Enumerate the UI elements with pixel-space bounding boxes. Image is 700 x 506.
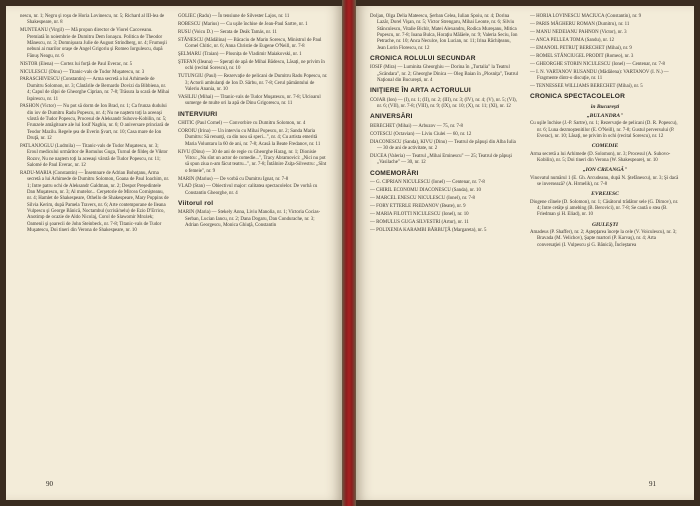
index-entry: RADU-MARIA (Constantin) — Însemnare de Adrian Bohoţanu, Arma secretă a lui Arhimede de Dumitru Solomon, Goana de Paul Ioachim, nr. 1; Intre patru ochi de Aleksandr Galdman, nr. 2; Despot Preşedintele Dan Muşatescu, nr. 3; Al mutelor... Cerşetorie de Mircea Cornişteanu, nr. 4; Hamlet de Shakespeare, Othello de Shakespeare, Mary Poppins de Silvia Kerim, după Pamela Travers, nr. 6; Arte contemporane de Ileana Vulpescu şi George Bănică, Noctambul (scrisă/nelu) de Ezio D'Errico, Anotimp de ocazie de Aldo Nicolaj, Corol de Slawomir Mrożek; Oamenii şi şoarecii de John Steinbeck, nr. 7-8; Titanic-vals de Tudor Muşatescu, Doi tineri din Verona de Shakespeare, nr. 10	[20, 171, 170, 234]
index-entry: Vinovatul numărul 1 (E. Gh. Arcudeanu, după N. Ştefănescu), nr. 3; Şi dacă se inversează? (A. Hrmelik), nr. 7-8	[530, 175, 679, 187]
index-entry: — FORY ETTERLE FREDANOV (Beate), nr. 9	[370, 203, 466, 209]
index-entry: GOLIEC (Radu) — În tensiune de Silvester Lajos, nr. 11	[178, 14, 290, 19]
theatre-heading: GIULEŞTI	[591, 221, 619, 228]
index-entry: — ROMEL STĂNCIUGEL PRODIT (Romeo), nr. 3	[530, 53, 634, 59]
left-column-2	[178, 14, 328, 231]
index-entry: ŞTEFAN (Ileana) — Sperați de apă de Mihai Bădescu, Lăsați, ne privim în ochi (recital Sorescu), nr. 10	[178, 60, 325, 72]
section-heading: COMEMORĂRI	[370, 169, 419, 177]
left-column-1	[20, 14, 170, 236]
index-entry: RUSU (Voicu D.) — Serata de Deák Tamás, nr. 11	[178, 29, 277, 35]
theatre-heading: COMEDIE	[591, 143, 619, 150]
section-heading: CRONICA SPECTACOLELOR	[530, 93, 626, 101]
index-entry: — MANU NEDEIANU PAHNON (Victor), nr. 3	[530, 29, 627, 35]
index-entry: — CHIRIL ECONOMU DIACONESCU (Sanda), nr. 10	[370, 187, 481, 193]
index-entry: — MARIA FILOTTI NICULESCU (Ionel), nr. 10	[370, 211, 469, 217]
left-page	[6, 6, 342, 500]
index-entry: TUTUNGIU (Paul) — Rezervaţie de pelicani de Dumitru Radu Popescu, nr. 3; Actorii ambulanţi de Ion D. Sârbu, nr. 7-8; Cerul pământului de Valeriu Anania, nr. 10	[178, 74, 328, 92]
index-entry: MARIN (Marius) — De vorbă cu Dumitru Ignat, nr. 7-8	[178, 176, 289, 182]
index-entry: CHITIC (Paul Cornel) — Convorbire cu Dumitru Solomon, nr. 4	[178, 120, 306, 126]
index-entry: VLAD (Stan) — Obiectivul major: calitatea spectacolelor. De vorbă cu Constantin Gheorghe, nr. 4	[178, 184, 318, 196]
index-entry: — ROMULUS GUGA SILVESTRI (Artur), nr. 11	[370, 219, 469, 225]
theatre-heading: „ION CREANGĂ"	[582, 167, 628, 174]
index-entry: Cu uşile închise (J.-P. Sartre), nr. 1; Rezervaţie de pelicani (D. R. Popescu), nr. 6; Luna dezmoştenitilor (E. O'Neill), nr. 7-8; Gustul perversului (P. Everac), nr. 10; Lăsaţi, ne privim în ochi (recital Sorescu), nr. 12	[530, 121, 678, 139]
index-entry: PASHON (Victor) — Nu pot să dorm de Ion Brad, nr. 1; Ca frunza dudului din iov de Dumitru Radu Popescu, nr. 4; Nu ne naştem toţi la aceeaşi vârstă de Tudor Popescu, Procesul de Aleksandr Suhovo-Kobilin, nr. 5; Frunzele amăgitoare ale lui Iosif Naghiu, nr. 6; O aniversare princiară de Teodor Mazilu. Regele şea de Everin Şvart, nr. 10; Casa mare de Ion Druţă, nr. 12	[20, 104, 170, 142]
index-entry: KIVU (Dinu) — 30 de ani de regie cu Gheorghe Harag, nr. 1; Dionisie Vitcu: „Nu sînt un actor de comedie...", Tracy Abramovici: „Nici nu pot să spun ziua n-am făcut teatru...", nr. 7-8; Întâlnire Zsiţa-Silvestru: „Sînt o femeie", nr. 9	[178, 149, 327, 174]
index-entry: nescu, nr. 1; Negru şi roşu de Horia Lovinescu, nr. 5; Richard al III-lea de Shakespeare, nr. 8	[20, 14, 165, 26]
index-entry: — GHEORGHE STORIN NICULESCU (Ionel) — Centenar, nr. 7-8	[530, 61, 666, 67]
index-entry: Diogene cîinele (D. Solomon), nr. 1; Căsătorul trădător sele (G. Dimov), nr. 4; Intre cetăţe şi amebing (B. Berovici), nr. 7-8; Se caută o stea (B. Friedman şi H. Eliad), nr. 10	[530, 199, 679, 218]
index-entry: — I. N. VARTANOV RUSANDU (Mădălena): VARTANOV (I. N.) — Fragmente dintr-o discuţie, nr. 11	[530, 69, 669, 81]
index-entry: STĂNESCU (Mădălina) — Bâcaciu de Marin Sorescu, Ministrul de Paul Cornel Chitic, nr. 6; Anna Christie de Eugene O'Neill, nr. 7-8	[178, 37, 322, 50]
index-entry: — HORIA LOVINESCU MACIUCA (Constantin), nr. 9	[530, 14, 642, 19]
index-entry: Amadeus (P. Shaffer), nr. 2; Aştepţarea înceţe la cele (V. Voiculescu), nr. 3; Bravada (M. Velichov), Şapte martori (P. Karvaş), nr. 4; Arta conversaţiei (I. Vulpescu şi G. Bănică), Încleştarea	[530, 230, 677, 248]
index-entry: BERECHET (Mihai) — Arbuzov — 75, nr. 7-8	[370, 123, 463, 129]
index-entry: ROBESCU (Marius) — Cu uşile închise de Jean-Paul Sartre, nr. 1	[178, 21, 308, 27]
index-entry: NICULESCU (Dinu) — Titanic-vals de Tudor Muşatescu, nr. 3	[20, 69, 145, 75]
subsection-heading: în Bucureşti	[590, 103, 620, 110]
index-entry: — TENNESSEE WILLIAMS BERECHET (Mihai), nr. 5	[530, 83, 643, 89]
right-column-2	[530, 14, 680, 251]
page-number-right: 91	[649, 480, 656, 488]
index-entry: DUCEA (Valeria) — Teatrul „Mihai Eminescu" — 25; Teatrul de păpuşi „Vasilache" — 30, nr. 12	[370, 153, 512, 166]
index-entry: NISTOR (Elena) — Cortez lui forţă de Paul Everac, nr. 5	[20, 61, 133, 67]
index-entry: MUNTEANU (Virgil) — Mă propun director de Viorel Cacoveanu. Premiată în noiembrie de Dumitru Dem Ionaşcu. Politica de Theodor Mănescu, nr. 3; Domnişoara Julie de August Strindberg, nr. 4; Frumoşii nebuni ai marilor oraşe de Angel Grigoriu şi Romeo Iorgulescu, după Fănuş Neagu, nr. 6	[20, 28, 167, 59]
theatre-heading: EVREIESC	[591, 191, 619, 198]
index-entry: — POLIXENIA KARAMBI BĂRBUŢĂ (Margareta), nr. 5	[370, 227, 487, 233]
index-entry: — ANCA PELLEA TOMA (Sandu), nr. 12	[530, 37, 615, 43]
section-heading: ANIVERSĂRI	[370, 113, 413, 121]
section-heading: INTERVIURI	[178, 110, 218, 118]
section-heading: INIŢIERE ÎN ARTA ACTORULUI	[370, 87, 471, 95]
theatre-heading: „BULANDRA"	[586, 112, 624, 119]
index-entry: Doljan, Olga Delia Mateescu, Şerban Celea, Iulian Spoiu, nr. 4; Dorina Lazăr, Dorel Vişan, nr. 5; Victor Strengaru, Mihai Leonte, nr. 6; Silviu Stănculescu, Vitalie Bichir, Matei Alexandru, Rodica Mureşanu, Mitica Popescu, nr. 7-8; Ioana Bulca, Horaţiu Mălăele, nr. 9; Valeria Seciu, Ion Petrache, nr. 10; Anca Neculce, Ion Lucian, nr. 11; Irina Răchiţeanu, Jean Lorin Florescu, nr. 12	[370, 14, 518, 51]
index-entry: COTESCU (Octavian) — Liviu Ciulei — 60, nr. 12	[370, 131, 472, 137]
right-column-1	[370, 14, 520, 236]
index-entry: MARIN (Maria) — Stekely Anna, Liviu Manolia, nr. 1; Victoria Cocias-Serban, Lucian Iancu, nr. 2; Dana Dogaru, Dan Condurache, nr. 3; Adrian Georgescu, Monica Ghiuţă, Constantin	[178, 210, 321, 229]
index-entry: Arma secretă a lui Arhimede (D. Solomon), nr. 3; Procesul (A. Suhovo-Kobilin), nr. 5; Doi tineri din Verona (W. Shakespeare), nr. 10	[530, 151, 671, 163]
index-entry: — EMANOIL PETRUŢ BERECHET (Mihai), nr. 9	[530, 45, 632, 51]
index-entry: VASILIU (Mihai) — Titanic-vals de Tudor Muşatescu, nr. 7-8; Ulcioarul sumerge de multe ori la apă de Dinu Grigorescu, nr. 11	[178, 94, 321, 107]
index-entry: COROIU (Irina) — Un interviu cu Mihai Popescu, nr. 2; Sanda Maria Dumitru: Să renunţi, ca din nou să speri...", nr. 4; Cu artista emeritǎ Maria Voluntaru la 60 de ani, nr. 7-8; Acasă la Beate Fredanov, nr. 11	[178, 128, 321, 147]
index-entry: PARASCHIVESCU (Constantin) — Arma secretă a lui Arhimede de Dumitru Solomon, nr. 3; Cântările de Bernardo Dovizi da Bibbiena, nr. 4; Capul de răţoi de Gheorghe Ciprian, nr. 7-8; Trăsura la scară de Mihai Ispirescu, nr. 11	[20, 77, 170, 102]
index-entry: IOSIF (Mira) — Luminita Gheorghiu — Dorina în „Turtalia" la Teatrul „Scândara", nr. 2; Gheorghe Dinica — Oleg Baian în „Plosniţa", Teatrul Naţional din Bucureşti, nr. 4	[370, 65, 519, 84]
index-entry: PATLANJOGLU (Ludmila) — Titanic-vals de Tudor Muşatescu, nr. 3; Eroul medicului urmăritor de Romulus Guga, Turnul de fildeş de Viktor Rozov, Nu ne naştem toţi la aceeaşi vârstă de Tudor Popescu, nr. 11; Salomé de Paul Everac, nr. 12	[20, 144, 168, 169]
page-number-left: 90	[46, 480, 53, 488]
index-entry: — G. CIPRIAN NICULESCU (Ionel) — Centenar, nr. 7-8	[370, 180, 485, 185]
index-entry: ŞELMARU (Traian) — Plosnița de Vladimir Maiakovski, nr. 1	[178, 52, 302, 58]
right-page	[356, 6, 694, 500]
book-gutter	[342, 0, 356, 506]
section-heading: Viitorul rol	[178, 200, 214, 208]
index-entry: — MARCEL ENESCU NICULESCU (Ionel), nr. 7-8	[370, 195, 475, 201]
index-entry: DIACONESCU (Sanda), KIVU (Dinu) — Teatrul de păpuşi din Alba Iulia — 30 de ani de activitate, nr. 2	[370, 139, 516, 152]
index-entry: — PARIS MĂGHERU ROMAN (Dumitru), nr. 11	[530, 21, 630, 27]
index-entry: COJAR (Ion) — (I), nr. 1; (II), nr. 2; (III), nr. 3; (IV), nr. 4; (V), nr. 5; (VI), nr. 6; (VII), nr. 7-8; (VIII), nr. 9; (IX), nr. 10; (X), nr. 11; (XI), nr. 12	[370, 97, 517, 110]
section-heading: CRONICA ROLULUI SECUNDAR	[370, 55, 476, 63]
